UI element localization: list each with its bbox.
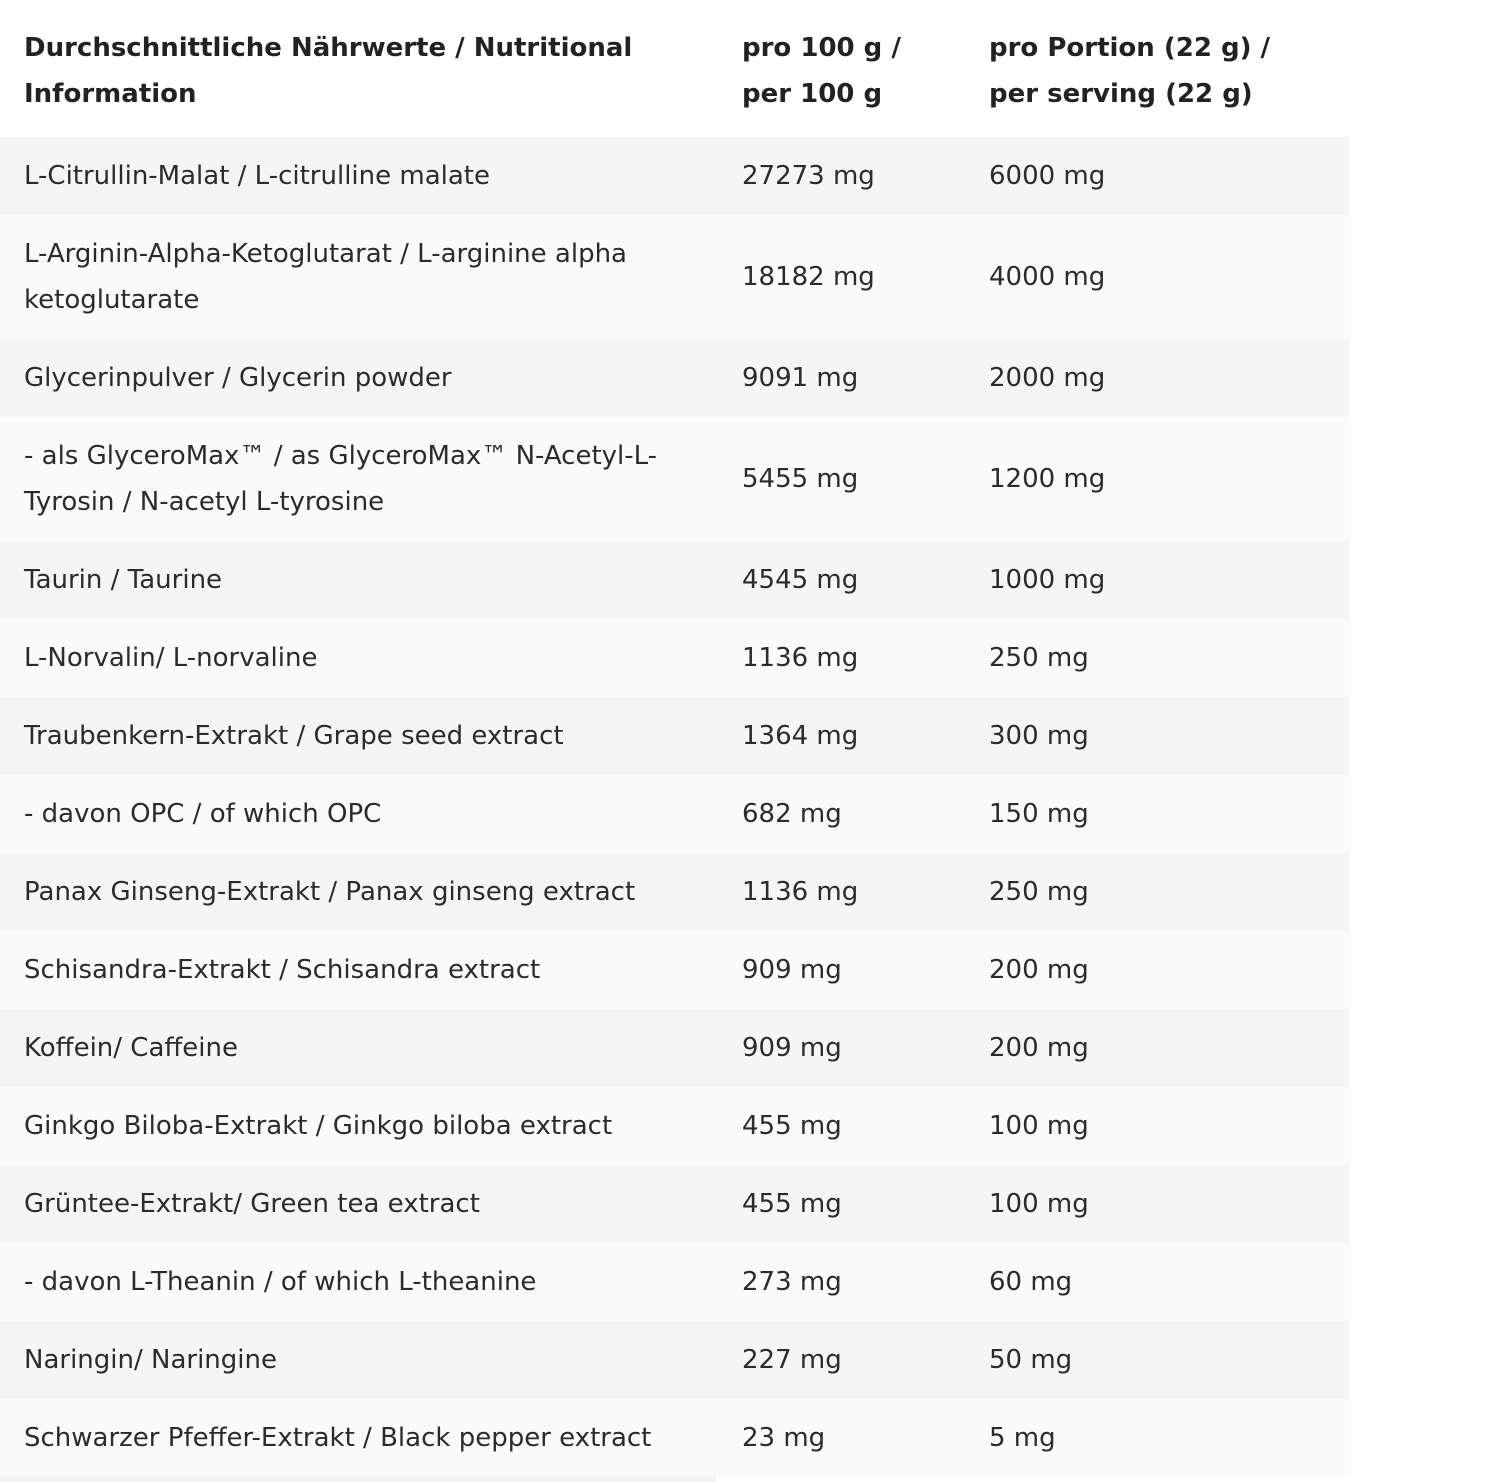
table-row [0, 1009, 1350, 1087]
header-per-serving: pro Portion (22 g) / per serving (22 g) [965, 0, 1350, 137]
per-serving-value: 100 mg [965, 1087, 1350, 1165]
nutrient-name: Koffein/ Caffeine [0, 1009, 718, 1087]
nutrient-name: L-Arginin-Alpha-Ketoglutarat / L-arginine alpha ketoglutarate [0, 215, 718, 339]
table-row [0, 541, 1350, 619]
per-serving-value: 150 mg [965, 775, 1350, 853]
table-row [0, 1087, 1350, 1165]
per-100g-value: 1136 mg [718, 619, 965, 697]
per-serving-value: 2000 mg [965, 339, 1350, 417]
table-row [0, 339, 1350, 417]
per-100g-value: 1364 mg [718, 697, 965, 775]
nutrient-name: Panax Ginseng-Extrakt / Panax ginseng extract [0, 853, 718, 931]
per-100g-value: 9091 mg [718, 339, 965, 417]
per-serving-value: 4000 mg [965, 215, 1350, 339]
nutrient-name: Traubenkern-Extrakt / Grape seed extract [0, 697, 718, 775]
table-row [0, 215, 1350, 339]
per-100g-value: 18182 mg [718, 215, 965, 339]
nutrient-name: - davon OPC / of which OPC [0, 775, 718, 853]
per-serving-value: 200 mg [965, 1009, 1350, 1087]
nutrient-name: Ginkgo Biloba-Extrakt / Ginkgo biloba extract [0, 1087, 718, 1165]
table-row [0, 137, 1350, 215]
nutrient-name: Taurin / Taurine [0, 541, 718, 619]
table-row [0, 1243, 1350, 1321]
table-row [0, 417, 1350, 541]
per-serving-value: 6000 mg [965, 137, 1350, 215]
per-serving-value: 200 mg [965, 931, 1350, 1009]
nutrient-name: Glycerinpulver / Glycerin powder [0, 339, 718, 417]
nutrient-name: L-Citrullin-Malat / L-citrulline malate [0, 137, 718, 215]
table-row [0, 1399, 1350, 1477]
table-row [0, 1321, 1350, 1399]
header-per-100g: pro 100 g / per 100 g [718, 0, 965, 137]
per-serving-value: 60 mg [965, 1243, 1350, 1321]
per-serving-value: 250 mg [965, 619, 1350, 697]
per-serving-value: 100 mg [965, 1165, 1350, 1243]
per-100g-value: 909 mg [718, 931, 965, 1009]
per-100g-value: 27273 mg [718, 137, 965, 215]
per-100g-value: 455 mg [718, 1087, 965, 1165]
per-serving-value: 50 mg [965, 1321, 1350, 1399]
header-row [0, 0, 1350, 137]
table-bottom-divider [0, 1476, 716, 1482]
table-row [0, 775, 1350, 853]
per-serving-value: 250 mg [965, 853, 1350, 931]
per-serving-value: 300 mg [965, 697, 1350, 775]
per-100g-value: 1136 mg [718, 853, 965, 931]
nutrient-name: - davon L-Theanin / of which L-theanine [0, 1243, 718, 1321]
per-100g-value: 909 mg [718, 1009, 965, 1087]
nutrient-name: Schwarzer Pfeffer-Extrakt / Black pepper extract [0, 1399, 718, 1477]
per-100g-value: 4545 mg [718, 541, 965, 619]
table-row [0, 1165, 1350, 1243]
per-serving-value: 1000 mg [965, 541, 1350, 619]
nutrient-name: Grüntee-Extrakt/ Green tea extract [0, 1165, 718, 1243]
per-100g-value: 227 mg [718, 1321, 965, 1399]
per-100g-value: 23 mg [718, 1399, 965, 1477]
per-serving-value: 1200 mg [965, 417, 1350, 541]
table-body [0, 137, 1350, 1477]
per-100g-value: 5455 mg [718, 417, 965, 541]
nutrient-name: Naringin/ Naringine [0, 1321, 718, 1399]
header-nutrient: Durchschnittliche Nährwerte / Nutritional Information [0, 0, 718, 137]
nutrient-name: Schisandra-Extrakt / Schisandra extract [0, 931, 718, 1009]
nutrient-name: L-Norvalin/ L-norvaline [0, 619, 718, 697]
table-header [0, 0, 1350, 137]
table-row [0, 697, 1350, 775]
per-100g-value: 455 mg [718, 1165, 965, 1243]
per-serving-value: 5 mg [965, 1399, 1350, 1477]
per-100g-value: 682 mg [718, 775, 965, 853]
table-row [0, 931, 1350, 1009]
per-100g-value: 273 mg [718, 1243, 965, 1321]
table-row [0, 853, 1350, 931]
nutrient-name: - als GlyceroMax™ / as GlyceroMax™ N-Acetyl-L-Tyrosin / N-acetyl L-tyrosine [0, 417, 718, 541]
table-row [0, 619, 1350, 697]
